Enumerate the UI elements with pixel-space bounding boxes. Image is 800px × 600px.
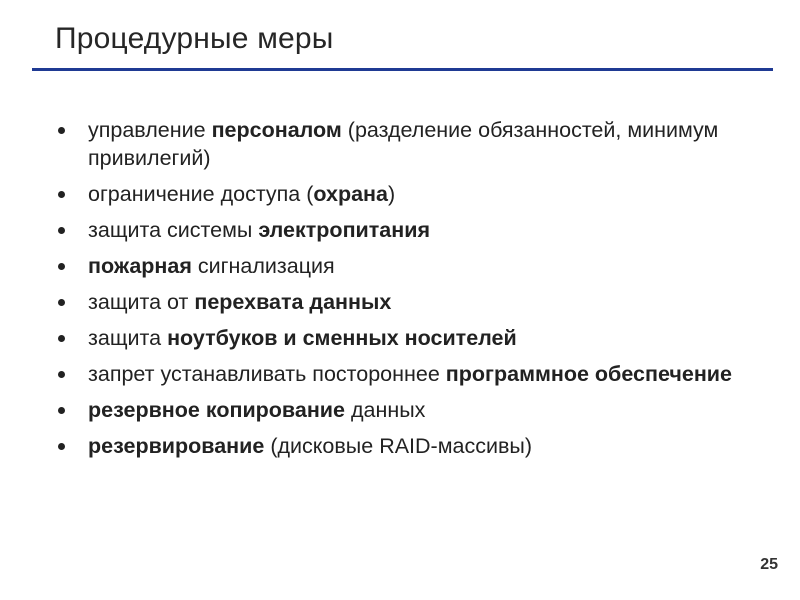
bullet-text-bold: перехвата данных — [194, 290, 392, 314]
bullet-list — [58, 116, 758, 468]
bullet-text-bold: резервирование — [88, 434, 265, 458]
bullet-text: (разделение обязанностей, минимум привилегий) — [88, 118, 719, 170]
slide-title: Процедурные меры — [55, 22, 334, 55]
bullet-point-icon — [58, 371, 65, 378]
page-number: 25 — [760, 556, 778, 573]
bullet-text-bold: пожарная — [88, 254, 192, 278]
bullet-text-bold: персоналом — [211, 118, 342, 142]
bullet-text: защита — [88, 326, 168, 350]
bullet-text-bold: программное обеспечение — [445, 362, 732, 386]
bullet-text-bold: электропитания — [258, 218, 431, 242]
bullet-text: сигнализация — [191, 254, 335, 278]
bullet-item — [58, 360, 758, 388]
bullet-point-icon — [58, 191, 65, 198]
title-underline — [32, 68, 773, 71]
bullet-point-icon — [58, 443, 65, 450]
bullet-item — [58, 116, 758, 172]
bullet-text: управление — [88, 118, 212, 142]
bullet-text-bold: ноутбуков и сменных носителей — [167, 326, 517, 350]
bullet-item — [58, 324, 758, 352]
bullet-point-icon — [58, 407, 65, 414]
bullet-text: ) — [388, 182, 396, 206]
bullet-item — [58, 432, 758, 460]
bullet-text-bold: резервное копирование — [88, 398, 345, 422]
bullet-point-icon — [58, 263, 65, 270]
bullet-text: защита от — [88, 290, 195, 314]
bullet-item — [58, 396, 758, 424]
bullet-point-icon — [58, 299, 65, 306]
bullet-item — [58, 252, 758, 280]
bullet-text: (дисковые RAID-массивы) — [264, 434, 533, 458]
bullet-point-icon — [58, 127, 65, 134]
bullet-text: защита системы — [88, 218, 259, 242]
bullet-point-icon — [58, 227, 65, 234]
bullet-point-icon — [58, 335, 65, 342]
bullet-item — [58, 180, 758, 208]
bullet-item — [58, 288, 758, 316]
bullet-text: данных — [344, 398, 426, 422]
bullet-text: запрет устанавливать постороннее — [88, 362, 446, 386]
bullet-text: ограничение доступа ( — [88, 182, 314, 206]
bullet-text-bold: охрана — [313, 182, 388, 206]
bullet-item — [58, 216, 758, 244]
